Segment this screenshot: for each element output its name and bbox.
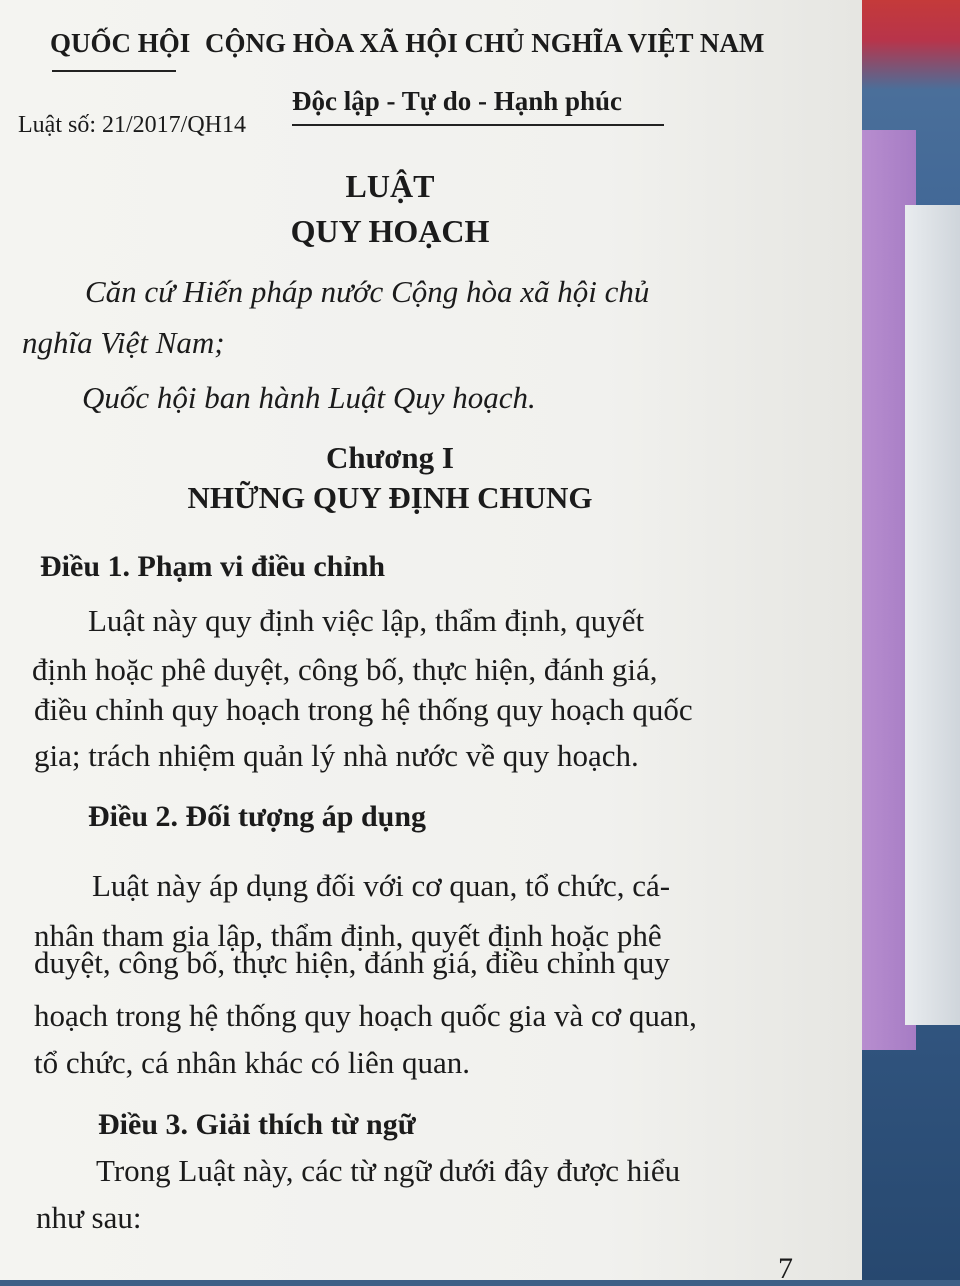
document-type: LUẬT — [345, 168, 435, 204]
article-2-line: hoạch trong hệ thống quy hoạch quốc gia và cơ quan, — [34, 998, 697, 1033]
article-3-line: Trong Luật này, các từ ngữ dưới đây được hiểu — [96, 1153, 681, 1188]
article-2-line: duyệt, công bố, thực hiện, đánh giá, điều chỉnh quy — [34, 945, 670, 980]
white-book-edge — [905, 205, 960, 1025]
preamble-line: Căn cứ Hiến pháp nước Cộng hòa xã hội chủ — [85, 274, 650, 309]
article-1-line: điều chỉnh quy hoạch trong hệ thống quy hoạch quốc — [34, 692, 693, 727]
issuing-body: QUỐC HỘI — [50, 28, 191, 58]
motto-underline — [292, 124, 664, 126]
article-1-line: gia; trách nhiệm quản lý nhà nước về quy hoạch. — [34, 738, 639, 773]
page-number: 7 — [778, 1252, 793, 1285]
article-1-title: Điều 1. Phạm vi điều chỉnh — [40, 550, 386, 583]
article-2-line: nhân tham gia lập, thẩm định, quyết định hoặc phê — [34, 918, 662, 953]
chapter-name: NHỮNG QUY ĐỊNH CHUNG — [187, 480, 593, 515]
article-3-title: Điều 3. Giải thích từ ngữ — [98, 1108, 416, 1141]
document-title: QUY HOẠCH — [290, 213, 490, 249]
national-title: CỘNG HÒA XÃ HỘI CHỦ NGHĨA VIỆT NAM — [205, 28, 765, 58]
issuing-body-underline — [52, 70, 176, 72]
law-number: Luật số: 21/2017/QH14 — [18, 112, 246, 138]
preamble-line: Quốc hội ban hành Luật Quy hoạch. — [82, 380, 536, 415]
national-motto: Độc lập - Tự do - Hạnh phúc — [292, 86, 623, 116]
preamble-line: nghĩa Việt Nam; — [22, 325, 225, 360]
article-2-title: Điều 2. Đối tượng áp dụng — [88, 800, 427, 833]
article-3-line: như sau: — [36, 1200, 142, 1235]
chapter-number: Chương I — [326, 440, 454, 475]
article-2-line: Luật này áp dụng đối với cơ quan, tổ chức, cá- — [92, 868, 671, 903]
article-1-line: Luật này quy định việc lập, thẩm định, quyết — [88, 603, 645, 638]
article-2-line: tổ chức, cá nhân khác có liên quan. — [34, 1045, 470, 1080]
article-1-line: định hoặc phê duyệt, công bố, thực hiện, đánh giá, — [32, 652, 658, 687]
